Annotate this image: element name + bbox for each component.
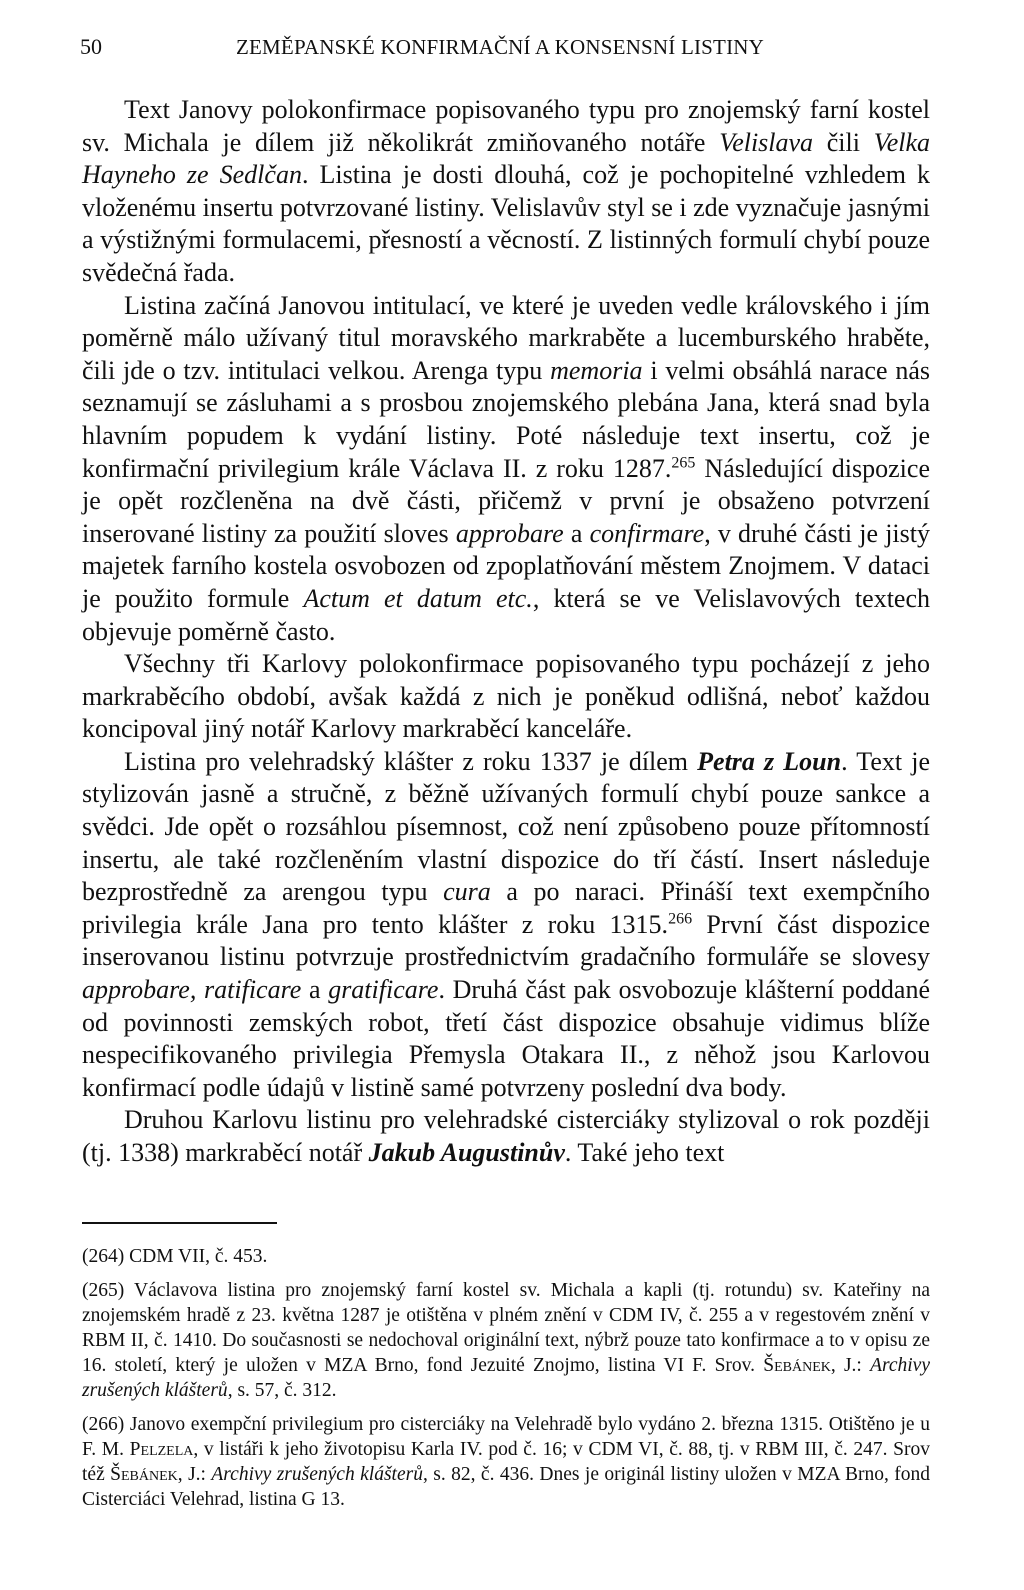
book-title: Archivy zrušených klášterů [82,1355,930,1401]
author-name: Pelzela [129,1439,194,1460]
footnote-divider [82,1222,277,1224]
running-title: ZEMĚPANSKÉ KONFIRMAČNÍ A KONSENSNÍ LISTINY [236,35,764,59]
main-text [82,94,930,1170]
footnote-reference: 265 [671,453,696,471]
book-title: Archivy zrušených klášterů [211,1464,423,1485]
footnotes [82,1244,930,1521]
paragraph: Text Janovy polokonfirmace popisovaného typu pro znojemský farní kostel sv. Michala je dílem již několikrát zmiňovaného notáře Velislava čili Velka Hayneho ze Sedlčan. Listina je dosti dlouhá, což je pochopitelné vzhledem k vloženému insertu potvrzované listiny. Velislavův styl se i zde vyznačuje jasnými a výstižnými formulacemi, přesností a věcností. Z listinných formulí chybí pouze svědečná řada. [82,95,931,287]
paragraph: Listina pro velehradský klášter z roku 1337 je dílem Petra z Loun. Text je stylizován jasně a stručně, z běžně užívaných formulí chybí pouze sankce a svědci. Jde opět o rozsáhlou písemnost, což není způsobeno pouze přítomností insertu, ale také rozčleněním vlastní dispozice do tří částí. Insert následuje bezprostředně za arengou typu cura a po naraci. Přináší text exempčního privilegia krále Jana pro tento klášter z roku 1315.$^{266}$ První část dispozice inserovanou listinu potvrzuje prostřednictvím gradačního formuláře se slovesy approbare, ratificare a gratificare. Druhá část pak osvobozuje klášterní poddané od povinnosti zemských robot, třetí část dispozice obsahuje vidimus blíže nespecifikovaného privilegia Přemysla Otakara II., z něhož jsou Karlovou konfirmací podle údajů v listině samé potvrzeny poslední dva body. [82,746,930,1102]
paragraph: Listina začíná Janovou intitulací, ve které je uveden vedle královského i jím poměrně málo užívaný titul moravského markraběte a lucemburského hraběte, čili jde o tzv. intitulaci velkou. Arenga typu memoria i velmi obsáhlá narace nás seznamují se zásluhami a s prosbou znojemského plebána Jana, která snad byla hlavním popudem k vydání listiny. Poté následuje text insertu, což je konfirmační privilegium krále Václava II. z roku 1287.$^{265}$ Následující dispozice je opět rozčleněna na dvě části, přičemž v první je obsaženo potvrzení inserované listiny za použití sloves approbare a confirmare, v druhé části je jistý majetek farního kostela osvobozen od zpoplatňování městem Znojmem. V dataci je použito formule Actum et datum etc., která se ve Velislavových textech objevuje poměrně často. [82,290,930,646]
author-name: Šebánek [763,1355,831,1376]
footnote-264: (264) CDM VII, č. 453. [82,1246,268,1267]
italic-term: memoria [550,355,643,385]
page-header [80,34,930,64]
italic-term: confirmare [589,518,705,548]
italic-term: approbare [455,518,564,548]
footnote-265: (265) Václavova listina pro znojemský farní kostel sv. Michala a kapli (tj. rotundu) sv. Kateřiny na znojemském hradě z 23. května 1287 je otištěna v plném znění v CDM IV, č. 255 a v regestovém znění v RBM II, č. 1410. Do současnosti se nedochoval originální text, nýbrž pouze tato konfirmace a to v opisu ze 16. století, který je uložen v MZA Brno, fond Jezuité Znojmo, listina VI F. Srov. Šebánek, J.: Archivy zrušených klášterů, s. 57, č. 312. [82,1280,930,1401]
italic-name: Jakub Augustinův [368,1138,565,1167]
italic-term: cura [443,877,491,907]
italic-name: Velislava [719,127,814,157]
footnote-266: (266) Janovo exempční privilegium pro cisterciáky na Velehradě bylo vydáno 2. března 1315. Otištěno je u F. M. Pelzela, v listáři k jeho životopisu Karla IV. pod č. 16; v CDM VI, č. 88, tj. v RBM III, č. 247. Srov též Šebánek, J.: Archivy zrušených klášterů, s. 82, č. 436. Dnes je originál listiny uložen v MZA Brno, fond Cisterciáci Velehrad, listina G 13. [82,1414,930,1510]
italic-term: approbare, ratificare [82,975,302,1005]
italic-name: Velka Hayneho ze Sedlčan [82,127,931,190]
page-number: 50 [80,34,102,59]
author-name: Šebánek [110,1464,178,1485]
italic-term: gratificare [328,975,439,1005]
paragraph: Všechny tři Karlovy polokonfirmace popisovaného typu pocházejí z jeho markraběcího období, avšak každá z nich je poněkud odlišná, neboť každou koncipoval jiný notář Karlovy markraběcí kanceláře. [82,649,930,744]
italic-name: Petra z Loun [697,746,842,776]
footnote-reference: 266 [668,910,693,928]
paragraph: Druhou Karlovu listinu pro velehradské cisterciáky stylizoval o rok později (tj. 1338) markraběcí notář Jakub Augustinův. Také jeho text [82,1105,930,1167]
italic-term: Actum et datum etc. [303,583,533,613]
